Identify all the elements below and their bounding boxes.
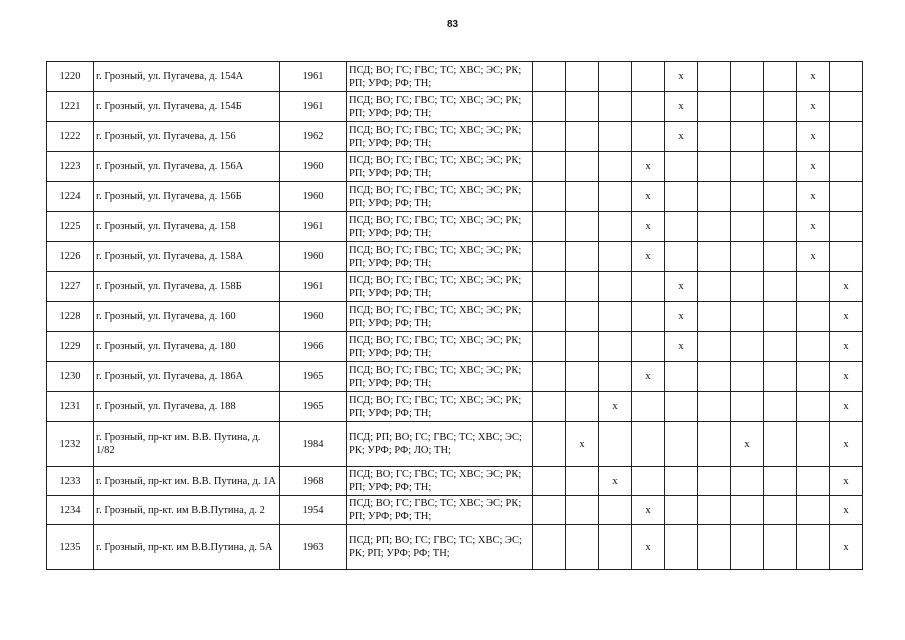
mark-cell [566,272,599,302]
mark-cell: x [830,496,863,525]
mark-cell [698,152,731,182]
mark-cell [797,496,830,525]
mark-cell [731,496,764,525]
mark-cell [533,422,566,467]
address-cell: г. Грозный, ул. Пугачева, д. 156Б [94,182,280,212]
mark-cell [533,242,566,272]
mark-cell [797,422,830,467]
mark-cell [797,362,830,392]
mark-cell [698,92,731,122]
mark-cell [731,242,764,272]
mark-cell [533,302,566,332]
year-cell: 1961 [280,92,347,122]
mark-cell [830,92,863,122]
mark-cell: x [665,272,698,302]
mark-cell [830,62,863,92]
table-row [47,392,863,422]
table-row [47,272,863,302]
row-number: 1222 [47,122,94,152]
mark-cell [632,392,665,422]
works-cell: ПСД; ВО; ГС; ГВС; ТС; ХВС; ЭС; РК; РП; УРФ; РФ; ТН; [347,392,533,422]
year-cell: 1968 [280,467,347,496]
mark-cell [764,242,797,272]
mark-cell [599,525,632,570]
row-number: 1229 [47,332,94,362]
mark-cell [566,212,599,242]
table-row [47,152,863,182]
mark-cell [533,152,566,182]
mark-cell [632,62,665,92]
year-cell: 1965 [280,392,347,422]
mark-cell [599,92,632,122]
mark-cell [533,332,566,362]
year-cell: 1960 [280,302,347,332]
mark-cell [731,272,764,302]
mark-cell [764,302,797,332]
row-number: 1221 [47,92,94,122]
mark-cell: x [797,92,830,122]
row-number: 1226 [47,242,94,272]
mark-cell [698,496,731,525]
mark-cell [731,392,764,422]
works-cell: ПСД; ВО; ГС; ГВС; ТС; ХВС; ЭС; РК; РП; УРФ; РФ; ТН; [347,122,533,152]
address-cell: г. Грозный, ул. Пугачева, д. 158 [94,212,280,242]
mark-cell [599,362,632,392]
mark-cell [632,302,665,332]
mark-cell: x [566,422,599,467]
mark-cell [533,272,566,302]
mark-cell [632,122,665,152]
mark-cell [665,422,698,467]
mark-cell [731,182,764,212]
mark-cell [599,152,632,182]
row-number: 1230 [47,362,94,392]
mark-cell [665,362,698,392]
mark-cell [566,525,599,570]
mark-cell: x [665,332,698,362]
address-cell: г. Грозный, ул. Пугачева, д. 156А [94,152,280,182]
address-cell: г. Грозный, пр-кт. им В.В.Путина, д. 2 [94,496,280,525]
mark-cell [698,272,731,302]
mark-cell [731,332,764,362]
mark-cell [698,242,731,272]
table-row [47,467,863,496]
address-cell: г. Грозный, ул. Пугачева, д. 158Б [94,272,280,302]
mark-cell [533,392,566,422]
mark-cell [665,182,698,212]
mark-cell: x [797,212,830,242]
table-row [47,182,863,212]
mark-cell [764,422,797,467]
works-cell: ПСД; ВО; ГС; ГВС; ТС; ХВС; ЭС; РК; РП; УРФ; РФ; ТН; [347,242,533,272]
mark-cell [566,152,599,182]
year-cell: 1960 [280,182,347,212]
mark-cell: x [632,152,665,182]
works-cell: ПСД; РП; ВО; ГС; ГВС; ТС; ХВС; ЭС; РК; УРФ; РФ; ЛО; ТН; [347,422,533,467]
mark-cell [764,392,797,422]
address-cell: г. Грозный, ул. Пугачева, д. 188 [94,392,280,422]
mark-cell [731,152,764,182]
mark-cell: x [599,392,632,422]
mark-cell: x [830,467,863,496]
row-number: 1225 [47,212,94,242]
works-cell: ПСД; ВО; ГС; ГВС; ТС; ХВС; ЭС; РК; РП; УРФ; РФ; ТН; [347,467,533,496]
table-row [47,62,863,92]
mark-cell [566,302,599,332]
mark-cell [797,467,830,496]
mark-cell [632,467,665,496]
mark-cell: x [632,525,665,570]
mark-cell: x [830,392,863,422]
table-row [47,525,863,570]
address-cell: г. Грозный, ул. Пугачева, д. 158А [94,242,280,272]
row-number: 1228 [47,302,94,332]
address-cell: г. Грозный, ул. Пугачева, д. 186А [94,362,280,392]
mark-cell [698,122,731,152]
works-cell: ПСД; ВО; ГС; ГВС; ТС; ХВС; ЭС; РК; РП; УРФ; РФ; ТН; [347,182,533,212]
mark-cell [566,362,599,392]
year-cell: 1965 [280,362,347,392]
works-cell: ПСД; ВО; ГС; ГВС; ТС; ХВС; ЭС; РК; РП; УРФ; РФ; ТН; [347,92,533,122]
mark-cell [566,62,599,92]
table-row [47,212,863,242]
mark-cell: x [830,362,863,392]
table-row [47,332,863,362]
table-row [47,242,863,272]
mark-cell [797,302,830,332]
mark-cell: x [830,302,863,332]
mark-cell [830,212,863,242]
page-number: 83 [446,19,459,30]
mark-cell: x [797,122,830,152]
mark-cell [566,182,599,212]
mark-cell [599,302,632,332]
mark-cell [665,496,698,525]
mark-cell [665,467,698,496]
mark-cell [533,496,566,525]
row-number: 1227 [47,272,94,302]
mark-cell [764,467,797,496]
mark-cell [698,182,731,212]
address-cell: г. Грозный, пр-кт им. В.В. Путина, д. 1А [94,467,280,496]
mark-cell [764,62,797,92]
works-cell: ПСД; ВО; ГС; ГВС; ТС; ХВС; ЭС; РК; РП; УРФ; РФ; ТН; [347,212,533,242]
mark-cell [731,62,764,92]
address-cell: г. Грозный, ул. Пугачева, д. 154А [94,62,280,92]
mark-cell: x [830,332,863,362]
mark-cell [599,182,632,212]
mark-cell: x [797,182,830,212]
mark-cell [797,392,830,422]
mark-cell: x [632,362,665,392]
works-cell: ПСД; ВО; ГС; ГВС; ТС; ХВС; ЭС; РК; РП; УРФ; РФ; ТН; [347,62,533,92]
table-row [47,362,863,392]
mark-cell [566,496,599,525]
year-cell: 1961 [280,62,347,92]
address-cell: г. Грозный, пр-кт. им В.В.Путина, д. 5А [94,525,280,570]
mark-cell [698,362,731,392]
year-cell: 1960 [280,152,347,182]
address-cell: г. Грозный, ул. Пугачева, д. 156 [94,122,280,152]
mark-cell [731,467,764,496]
row-number: 1220 [47,62,94,92]
mark-cell [599,332,632,362]
works-cell: ПСД; ВО; ГС; ГВС; ТС; ХВС; ЭС; РК; РП; УРФ; РФ; ТН; [347,152,533,182]
mark-cell: x [797,62,830,92]
year-cell: 1984 [280,422,347,467]
mark-cell [731,92,764,122]
mark-cell [533,212,566,242]
mark-cell [731,525,764,570]
mark-cell [698,422,731,467]
mark-cell: x [599,467,632,496]
row-number: 1233 [47,467,94,496]
mark-cell [632,332,665,362]
mark-cell [830,152,863,182]
mark-cell [665,242,698,272]
mark-cell: x [797,242,830,272]
mark-cell [665,525,698,570]
mark-cell [764,272,797,302]
works-cell: ПСД; ВО; ГС; ГВС; ТС; ХВС; ЭС; РК; РП; УРФ; РФ; ТН; [347,362,533,392]
mark-cell: x [632,182,665,212]
mark-cell [764,92,797,122]
mark-cell [599,62,632,92]
mark-cell [632,422,665,467]
mark-cell [731,122,764,152]
mark-cell: x [830,272,863,302]
mark-cell [698,392,731,422]
mark-cell [599,212,632,242]
mark-cell [797,332,830,362]
mark-cell [830,242,863,272]
mark-cell [533,525,566,570]
mark-cell [599,242,632,272]
table-row [47,92,863,122]
mark-cell [698,332,731,362]
mark-cell [566,92,599,122]
mark-cell [533,92,566,122]
row-number: 1232 [47,422,94,467]
year-cell: 1961 [280,212,347,242]
mark-cell: x [830,525,863,570]
mark-cell [599,422,632,467]
mark-cell: x [632,212,665,242]
mark-cell [566,122,599,152]
mark-cell [566,392,599,422]
mark-cell [764,122,797,152]
works-cell: ПСД; ВО; ГС; ГВС; ТС; ХВС; ЭС; РК; РП; УРФ; РФ; ТН; [347,302,533,332]
table-row [47,422,863,467]
housing-registry-table [46,61,863,570]
mark-cell [533,122,566,152]
mark-cell [665,152,698,182]
mark-cell [830,182,863,212]
mark-cell: x [797,152,830,182]
mark-cell [665,392,698,422]
mark-cell: x [632,496,665,525]
mark-cell [566,467,599,496]
mark-cell [698,302,731,332]
row-number: 1223 [47,152,94,182]
mark-cell [830,122,863,152]
mark-cell [632,272,665,302]
mark-cell: x [632,242,665,272]
mark-cell: x [665,92,698,122]
mark-cell [764,212,797,242]
table-row [47,496,863,525]
mark-cell: x [665,62,698,92]
row-number: 1234 [47,496,94,525]
mark-cell [533,62,566,92]
mark-cell [566,242,599,272]
works-cell: ПСД; ВО; ГС; ГВС; ТС; ХВС; ЭС; РК; РП; УРФ; РФ; ТН; [347,496,533,525]
mark-cell [566,332,599,362]
mark-cell: x [830,422,863,467]
mark-cell [764,525,797,570]
address-cell: г. Грозный, пр-кт им. В.В. Путина, д. 1/82 [94,422,280,467]
mark-cell: x [731,422,764,467]
mark-cell [764,362,797,392]
address-cell: г. Грозный, ул. Пугачева, д. 154Б [94,92,280,122]
year-cell: 1963 [280,525,347,570]
mark-cell [698,525,731,570]
works-cell: ПСД; РП; ВО; ГС; ГВС; ТС; ХВС; ЭС; РК; РП; УРФ; РФ; ТН; [347,525,533,570]
mark-cell [764,152,797,182]
mark-cell [599,272,632,302]
mark-cell [764,332,797,362]
mark-cell [698,62,731,92]
mark-cell [665,212,698,242]
works-cell: ПСД; ВО; ГС; ГВС; ТС; ХВС; ЭС; РК; РП; УРФ; РФ; ТН; [347,272,533,302]
mark-cell [533,362,566,392]
address-cell: г. Грозный, ул. Пугачева, д. 180 [94,332,280,362]
mark-cell [599,496,632,525]
mark-cell [797,272,830,302]
mark-cell [731,212,764,242]
mark-cell [764,496,797,525]
year-cell: 1960 [280,242,347,272]
year-cell: 1961 [280,272,347,302]
row-number: 1231 [47,392,94,422]
mark-cell [731,362,764,392]
table-row [47,122,863,152]
mark-cell [533,182,566,212]
year-cell: 1966 [280,332,347,362]
year-cell: 1962 [280,122,347,152]
mark-cell: x [665,302,698,332]
table-row [47,302,863,332]
mark-cell: x [665,122,698,152]
mark-cell [533,467,566,496]
mark-cell [599,122,632,152]
row-number: 1224 [47,182,94,212]
row-number: 1235 [47,525,94,570]
year-cell: 1954 [280,496,347,525]
mark-cell [731,302,764,332]
mark-cell [764,182,797,212]
mark-cell [632,92,665,122]
address-cell: г. Грозный, ул. Пугачева, д. 160 [94,302,280,332]
mark-cell [797,525,830,570]
mark-cell [698,212,731,242]
works-cell: ПСД; ВО; ГС; ГВС; ТС; ХВС; ЭС; РК; РП; УРФ; РФ; ТН; [347,332,533,362]
mark-cell [698,467,731,496]
